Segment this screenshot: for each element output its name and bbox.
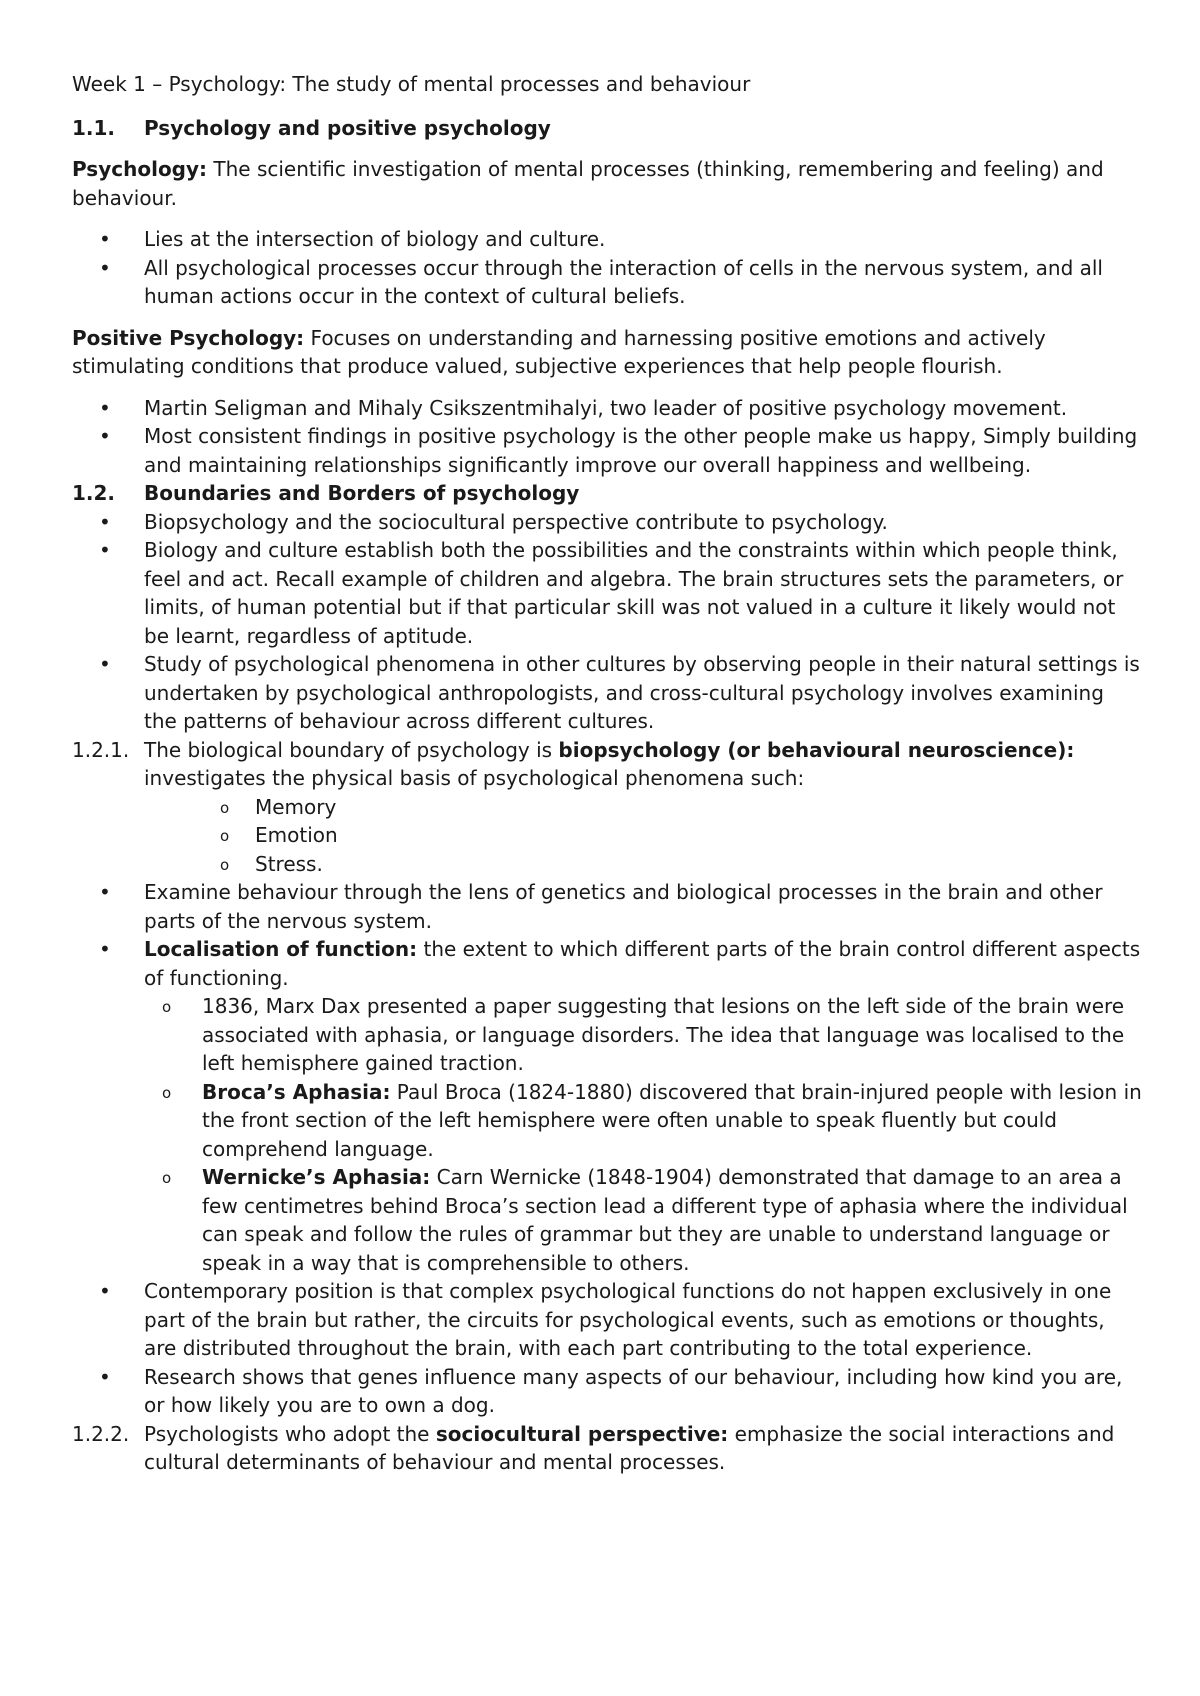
subsection-text	[144, 736, 1142, 793]
list-item: • Study of psychological phenomena in other cultures by observing people in their natural settings is undertaken by psychological anthropologists, and cross-cultural psychology involves examining the patterns of behaviour across different cultures.	[72, 650, 1142, 736]
bullet-list-boundaries	[72, 508, 1142, 736]
text-tail: emphasize the social interactions and cultural determinants of behaviour and mental processes.	[144, 1421, 1115, 1474]
bullet-list-positive-psychology	[72, 394, 1142, 480]
text-lead: Psychologists who adopt the	[144, 1421, 436, 1446]
definition-positive-psychology	[72, 324, 1142, 381]
definition-text: Carn Wernicke (1848-1904) demonstrated that damage to an area a few centimetres behind Broca’s section lead a different type of aphasia where the individual can speak and follow the rules of grammar but they are unable to understand language or speak in a way that is comprehensible to others.	[202, 1165, 1128, 1275]
section-heading-1-2	[72, 479, 1142, 508]
definition-psychology	[72, 155, 1142, 212]
definition-text: Paul Broca (1824-1880) discovered that brain-injured people with lesion in the front section of the left hemisphere were often unable to speak fluently but could comprehend language.	[202, 1079, 1142, 1161]
list-item: o Emotion	[72, 821, 1142, 850]
sublist-localisation	[72, 992, 1142, 1277]
bullet-list-psychology	[72, 225, 1142, 311]
section-title: Boundaries and Borders of psychology	[144, 481, 580, 505]
sublist-phenomena	[72, 793, 1142, 879]
term-wernicke: Wernicke’s Aphasia:	[202, 1165, 431, 1189]
list-item: • Most consistent findings in positive psychology is the other people make us happy, Simply building and maintaining relationships significantly improve our overall happiness and wellbeing.	[72, 422, 1142, 479]
section-heading-1-1	[72, 114, 1142, 143]
definition-text: Focuses on understanding and harnessing positive emotions and actively stimulating conditions that produce valued, subjective experiences that help people flourish.	[72, 325, 1046, 378]
term-sociocultural: sociocultural perspective:	[435, 1421, 729, 1446]
list-item: • Biology and culture establish both the possibilities and the constraints within which people think, feel and act. Recall example of children and algebra. The brain structures sets the parameters, or limits, of human potential but if that particular skill was not valued in a culture it likely would not be learnt, regardless of aptitude.	[72, 536, 1142, 650]
list-item: • Contemporary position is that complex psychological functions do not happen exclusively in one part of the brain but rather, the circuits for psychological events, such as emotions or thoughts, are distributed throughout the brain, with each part contributing to the total experience.	[72, 1277, 1142, 1363]
definition-text: The scientific investigation of mental processes (thinking, remembering and feeling) and behaviour.	[72, 157, 1104, 210]
section-title: Psychology and positive psychology	[144, 115, 551, 140]
list-item: o Stress.	[72, 850, 1142, 879]
term-positive-psychology: Positive Psychology:	[72, 325, 305, 350]
definition-text: the extent to which different parts of the brain control different aspects of functioning.	[144, 937, 1141, 990]
list-item: o 1836, Marx Dax presented a paper suggesting that lesions on the left side of the brain were associated with aphasia, or language disorders. The idea that language was localised to the left hemisphere gained traction.	[72, 992, 1142, 1078]
document-title: Week 1 – Psychology: The study of mental processes and behaviour	[72, 72, 751, 96]
document-body	[72, 70, 1142, 1477]
subsection-1-2-2	[72, 1420, 1142, 1477]
list-item: • Biopsychology and the sociocultural perspective contribute to psychology.	[72, 508, 1142, 537]
list-item: • Martin Seligman and Mihaly Csikszentmihalyi, two leader of positive psychology movement.	[72, 394, 1142, 423]
subsection-text	[144, 1420, 1142, 1477]
list-item: • All psychological processes occur through the interaction of cells in the nervous system, and all human actions occur in the context of cultural beliefs.	[72, 254, 1142, 311]
list-item-wernicke	[72, 1163, 1142, 1277]
list-item: • Examine behaviour through the lens of genetics and biological processes in the brain and other parts of the nervous system.	[72, 878, 1142, 935]
list-item-broca	[72, 1078, 1142, 1164]
subsection-1-2-1	[72, 736, 1142, 793]
section-number: 1.2.	[72, 481, 116, 505]
text-tail: investigates the physical basis of psychological phenomena such:	[144, 766, 805, 790]
list-item: • Research shows that genes influence many aspects of our behaviour, including how kind you are, or how likely you are to own a dog.	[72, 1363, 1142, 1420]
term-psychology: Psychology:	[72, 157, 208, 181]
list-item-localisation	[72, 935, 1142, 992]
list-item: • Lies at the intersection of biology and culture.	[72, 225, 1142, 254]
text-lead: The biological boundary of psychology is	[144, 737, 559, 762]
list-item: o Memory	[72, 793, 1142, 822]
term-localisation: Localisation of function:	[144, 937, 418, 961]
term-biopsychology: biopsychology (or behavioural neuroscience):	[558, 737, 1075, 762]
section-number: 1.1.	[72, 115, 116, 140]
term-broca: Broca’s Aphasia:	[202, 1079, 391, 1104]
subsection-number: 1.2.2.	[72, 1421, 130, 1446]
subsection-number: 1.2.1.	[72, 737, 130, 762]
